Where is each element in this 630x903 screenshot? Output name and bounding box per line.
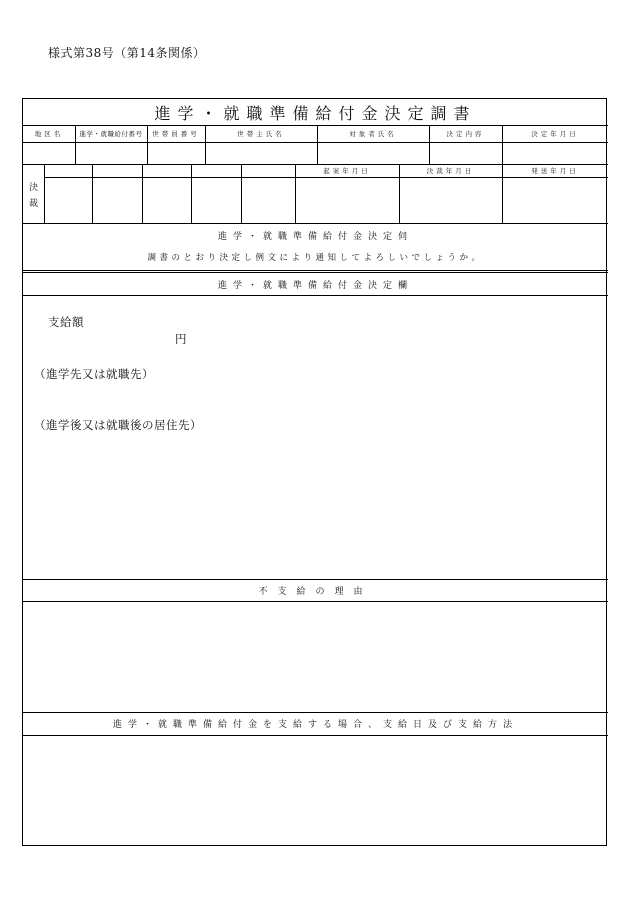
col-decision-date: 決定年月日: [531, 130, 579, 138]
divider: [23, 601, 608, 602]
divider: [502, 125, 503, 164]
divider: [205, 125, 206, 164]
divider: [191, 164, 192, 223]
amount-label: 支給額: [48, 315, 84, 329]
divider: [23, 223, 608, 224]
non-payment-heading: 不支給の理由: [258, 586, 373, 597]
inquiry-heading: 進学・就職準備給付金決定伺: [217, 231, 413, 242]
divider: [44, 177, 608, 178]
divider: [147, 125, 148, 164]
col-draft-date: 起案年月日: [323, 167, 371, 175]
payment-method-heading: 進学・就職準備給付金を支給する場合、支給日及び支給方法: [112, 720, 518, 730]
amount-unit: 円: [175, 332, 187, 346]
col-target-name: 対象者氏名: [349, 130, 397, 138]
form-number-label: 様式第38号（第14条関係）: [48, 46, 206, 60]
divider: [23, 270, 608, 271]
col-benefit-number: 進学・就職給付番号: [79, 130, 143, 138]
divider: [241, 164, 242, 223]
divider: [142, 164, 143, 223]
destination-label: （進学先又は就職先）: [34, 367, 154, 381]
col-dispatch-date: 発送年月日: [531, 167, 579, 175]
approval-label: 決 裁: [28, 183, 38, 209]
divider: [429, 125, 430, 164]
form-title: 進学・就職準備給付金決定調書: [154, 103, 477, 123]
col-district: 地区名: [34, 130, 64, 138]
decision-heading: 進学・就職準備給付金決定欄: [217, 280, 413, 291]
col-approval-date: 決裁年月日: [426, 167, 475, 175]
divider: [317, 125, 318, 164]
col-member-number: 世帯員番号: [152, 130, 200, 138]
divider: [75, 125, 76, 164]
residence-label: （進学後又は就職後の居住先）: [34, 418, 202, 432]
divider: [23, 295, 608, 296]
col-head-name: 世帯主氏名: [237, 130, 285, 138]
col-decision-content: 決定内容: [446, 130, 485, 138]
divider: [44, 164, 45, 223]
divider: [23, 735, 608, 736]
divider: [92, 164, 93, 223]
form-frame: [22, 98, 607, 846]
inquiry-text: 調書のとおり決定し例文により通知してよろしいでしょうか。: [147, 253, 484, 263]
divider: [23, 142, 608, 143]
